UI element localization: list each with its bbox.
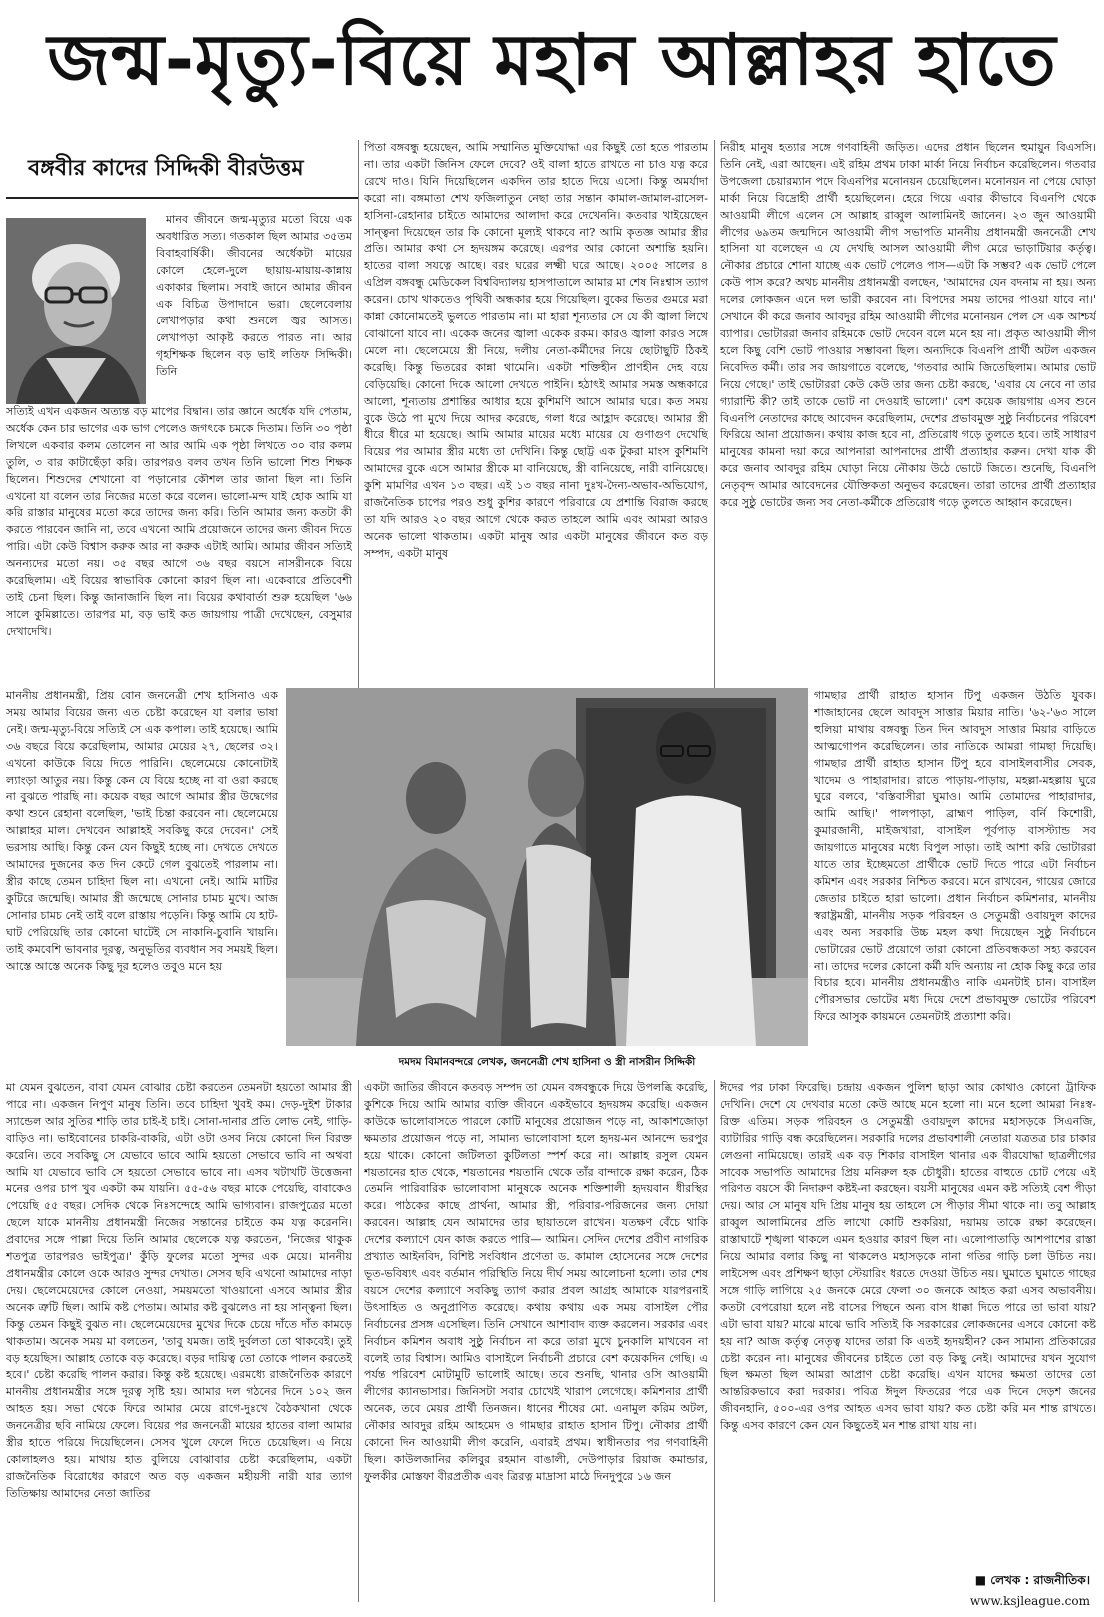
photo-caption: দমদম বিমানবন্দরে লেখক, জননেত্রী শেখ হাসিনা ও স্ত্রী নাসরীন সিদ্দিকী: [398, 1056, 696, 1068]
author-note: ■ লেখক : রাজনীতিক।: [974, 1573, 1090, 1587]
column-3-bottom-text: [720, 1080, 1096, 1568]
byline-divider: [6, 197, 358, 199]
column-1-bottom-text: [6, 1080, 352, 1602]
author-portrait: [6, 218, 146, 404]
footer-website: www.ksjleague.com: [969, 1594, 1090, 1608]
paragraph: গামছার প্রার্থী রাহাত হাসান টিপু একজন উঠতি যুবক। শাজাহানের ছেলে আবদুস সাত্তার মিয়ার নাতি। '৬২-'৬৩ সালে হুলিয়া মাথায় বঙ্গবন্ধু তিন দিন আবদুস সাত্তার মিয়ার বাড়িতে আত্মগোপন করেছিলেন। তার নাতিকে আমরা গামছা দিয়েছি। গামছার প্রার্থী রাহাত হাসান টিপু হবে বাসাইলবাসীর সেবক, খাদেম ও পাহারাদার। রাতে পাড়ায়-পাড়ায়, মহল্লা-মহল্লায় ঘুরে ঘুরে বলবে, 'বস্তিবাসীরা ঘুমাও। আমি তোমাদের পাহারাদার, আমি আছি।' পালপাড়া, ব্রাহ্মণ পাড়িল, বর্নি কিশোরী, কুমারজানী, মাইজখারা, বাসাইল পূর্বপাড় বাসস্ট্যান্ড সব জায়গাতে মানুষের মধ্যে বিপুল সাড়া। তাই আশা করি ভোটাররা যাতে তার ইচ্ছেমতো প্রার্থীকে ভোট দিতে পারে এটা নির্বাচন কমিশন এবং সরকার নিশ্চিত করবে। মনে রাখবেন, গায়ের জোরে জেতার চাইতে হারা ভালো। প্রধান নির্বাচন কমিশনার, মাননীয় স্বরাষ্ট্রমন্ত্রী, মাননীয় সড়ক পরিবহন ও সেতুমন্ত্রী ওবায়দুল কাদের এবং অন্য সরকারি উচ্চ মহল কথা দিয়েছেন সুষ্ঠু নির্বাচনে ভোটারের ভোট প্রয়োগে তারা কোনো প্রতিবন্ধকতা সহ্য করবেন না। তাদের দলের কোনো কর্মী যদি অন্যায় না হোক কিছু করে তার বিচার হবে। মাননীয় প্রধানমন্ত্রীও নাকি এমনটাই চান। বাসাইল পৌরসভার ভোটের মধ্য দিয়ে দেশে প্রভাবমুক্ত ভোটের পরিবেশ ফিরে আসুক কায়মনে তেমনটাই প্রত্যাশা করি।: [814, 689, 1096, 1024]
paragraph: নিরীহ মানুষ হত্যার সঙ্গে গণবাহিনী জড়িত। এদের প্রধান ছিলেন হুমায়ুন বিএসসি। তিনি নেই, এরা আছেন। এই রহিম প্রথম ঢাকা মার্কা নিয়ে নির্বাচন করেছিলেন। গতবার উপজেলা চেয়ারম্যান পদে বিএনপির মনোনয়ন চেয়েছিলেন। মনোনয়ন না পেয়ে ঘোড়া মার্কা নিয়ে বিদ্রোহী প্রার্থী হয়েছিলেন। হেরে গিয়ে এবার কীভাবে বিএনপি থেকে আওয়ামী লীগে এলেন সে আল্লাহ রাব্বুল আলামিনই জানেন। ২৩ জুন আওয়ামী লীগের ৬৯তম জন্মদিনে আওয়ামী লীগ সভাপতি মাননীয় প্রধানমন্ত্রী জননেত্রী শেখ হাসিনা যা বলেছেন এ যে দেখছি আসল আওয়ামী লীগ মেরে ভাড়াটিয়ার কর্তৃত্ব। নৌকার প্রচারে শোনা যাচ্ছে এক ভোট পেলেও পাস—এটা কি সম্ভব? এক ভোট পেলে কেউ পাস করে? অথচ মাননীয় প্রধানমন্ত্রী বলছেন, 'আমাদের যেন বদনাম না হয়। অন্য দলের লোকজন এনে দল ভারী করবেন না। বিপদের সময় তাদের পাওয়া যাবে না।' সেখানে কী করে জনাব আবদুর রহিম আওয়ামী লীগের মনোনয়ন পেল সে এক আশ্চর্য ব্যাপার। ভোটাররা জনাব রহিমকে ভোট দেবেন বলে মনে হয় না। প্রকৃত আওয়ামী লীগ হলে কিছু বেশি ভোট পাওয়ার সম্ভাবনা ছিল। অন্যদিকে বিএনপি প্রার্থী অটল একজন নিবেদিত কর্মী। তার সব জায়গাতে বলেছে, 'গতবার আমি জিতেছিলাম। আমার ভোট নিয়ে গেছে।' তাই ভোটাররা কেউ কেউ তার জন্য চেষ্টা করছে, 'এবার যে নেবে না তার গ্যারান্টি কী? তাই তাকে ভোট না দেওয়াই ভালো।' বেশ কয়েক জায়গায় এসব শুনে বিএনপি নেতাদের কাছে আবেদন করেছিলাম, দেশের প্রভাবমুক্ত সুষ্ঠু নির্বাচনের পরিবেশ ফিরিয়ে আনা প্রয়োজন। কথায় কাজ হবে না, প্রতিরোধ গড়ে তুলতে হবে। তাই সাধারণ মানুষের কামনা দয়া করে আপনারা আপনাদের প্রার্থী প্রত্যাহার করুন। দেখা যাক কী করে জনাব আবদুর রহিম ঘোড়া নিয়ে নৌকায় উঠে ভোটে জিতে। শুনেছি, বিএনপি নেতৃবৃন্দ আমার আবেদনের যৌক্তিকতা অনুভব করেছেন। তারা তাদের প্রার্থী প্রত্যাহার করে সুষ্ঠু ভোটের জন্য সব নেতা-কর্মীকে প্রতিরোধ গড়ে তুলতে আহ্বান করেছেন।: [720, 141, 1096, 510]
paragraph: ঈদের পর ঢাকা ফিরেছি। চন্দ্রায় একজন পুলিশ ছাড়া আর কোথাও কোনো ট্রাফিক দেখিনি। দেশে যে দেখবার মতো কেউ আছে মনে হলো না। মনে হলো আমরা নিঃস্ব-রিক্ত এতিম। সড়ক পরিবহন ও সেতুমন্ত্রী ওবায়দুল কাদের মহাসড়কে সিএনজি, ব্যাটারির গাড়ি বন্ধ করেছিলেন। সরকারি দলের প্রভাবশালী নেতারা যত্রতত্র চার চাকার লেগুনা নামিয়েছে। তারই এক বড় শিকার বাসাইল থানার এক বীরযোদ্ধা ছাত্রলীগের সাবেক সভাপতি আমাদের প্রিয় মনিরুল হক চৌধুরী। হাতের বাহুতে চোট পেয়ে এই পরিণত বয়সে কী নিদারুণ কষ্টই-না করছেন। বয়সী মানুষের এমন কষ্ট সত্যিই বেশ পীড়া দেয়। আর সে মানুষ যদি প্রিয় মানুষ হয় তাহলে সে পীড়ার সীমা থাকে না। তবু আল্লাহ রাব্বুল আলামিনের প্রতি লাখো কোটি শুকরিয়া, দয়াময় তাকে রক্ষা করেছেন। রাস্তাঘাটে শৃঙ্খলা থাকলে এমন হওয়ার কারণ ছিল না। এলোপাতাড়ি আশপাশের রাস্তা নিয়ে আমার বলার কিছু না থাকলেও মহাসড়কে নানা গতির গাড়ি চলা উচিত নয়। লাইসেন্স এবং প্রশিক্ষণ ছাড়া স্টেয়ারিং ধরতে দেওয়া উচিত নয়। ঘুমাতে ঘুমাতে গাছের সঙ্গে গাড়ি লাগিয়ে ২৫ জনকে মেরে ফেলা ৩০ জনকে আহত করা এসব অভাবনীয়। কতটা বেপরোয়া হলে নষ্ট বাসের পিছনে অন্য বাস ধাক্কা দিতে পারে তা ভাবা যায়? এটা ভাবা যায়? মাঝে মাঝে ভাবি সত্যিই কি সরকারের লোকজনের এসবে কোনো কষ্ট হয় না? আজ কর্তৃত্ব নেতৃত্ব যাদের তারা কি এতই হৃদয়হীন? কেন সামান্য প্রতিকারের চেষ্টা করেন না। মানুষের জীবনের চাইতে তো বড় কিছু নেই। আমাদের যখন সুযোগ ছিল ক্ষমতা ছিল আমরা আপ্রাণ চেষ্টা করেছি। এখন যাদের ক্ষমতা তাদের তো আন্তরিকভাবে করা দরকার। পবিত্র ঈদুল ফিতরের পরে এক দিনে দেড়শ জনের জীবনহানি, ৫০০-এর ওপর আহত এসব ভাবা যায়? কত চেষ্টা করি মন শান্ত রাখতে। কিন্তু এসব কারণে কেন যেন কিছুতেই মন শান্ত রাখা যায় না।: [720, 1081, 1096, 1433]
paragraph: একটা জাতির জীবনে কতবড় সম্পদ তা যেমন বঙ্গবন্ধুকে দিয়ে উপলব্ধি করেছি, কুশিকে দিয়ে আমি আমার ব্যক্তি জীবনে একইভাবে হৃদয়ঙ্গম করেছি। একজন কাউকে ভালোবাসতে পারলে কোটি মানুষের প্রয়োজন পড়ে না, আকাশজোড়া ক্ষমতার প্রয়োজন পড়ে না, সামান্য ভালোবাসা হলে হৃদয়-মন আনন্দে ভরপুর হয়ে থাকে। কোনো জটিলতা কুটিলতা স্পর্শ করে না। আল্লাহ রসুল যেমন শয়তানের হাত থেকে, শয়তানের শয়তানি থেকে তাঁর বান্দাকে রক্ষা করেন, ঠিক তেমনি পারিবারিক ভালোবাসা মানুষকে অনেক শক্তিশালী হৃদয়বান ধীরস্থির করে। পাঠকের কাছে প্রার্থনা, আমার স্ত্রী, পরিবার-পরিজনের জন্য দোয়া করবেন। আল্লাহ যেন আমাদের তার ছায়াতলে রাখেন। যতক্ষণ বেঁচে থাকি দেশের কল্যাণে যেন কাজ করতে পারি— আমিন। সেদিন দেশের প্রবীণ নাগরিক প্রখ্যাত আইনবিদ, বিশিষ্ট সংবিধান প্রণেতা ড. কামাল হোসেনের সঙ্গে দেশের ভূত-ভবিষ্যৎ এবং বর্তমান পরিস্থিতি নিয়ে দীর্ঘ সময় আলোচনা হলো। তার শেষ বয়সে দেশের কল্যাণে সবকিছু ত্যাগ করার প্রবল আগ্রহ আমাকে যারপরনাই উৎসাহিত ও অনুপ্রাণিত করেছে। কথায় কথায় এক সময় বাসাইল পৌর নির্বাচনের প্রসঙ্গ এসেছিল। তিনি সেখানে আশাবাদ ব্যক্ত করলেন। সরকার এবং নির্বাচন কমিশন অবাধ সুষ্ঠু নির্বাচন না করে তারা মুখে চুনকালি মাখবেন না বলেই তার বিশ্বাস। আমিও বাসাইলে নির্বাচনী প্রচারে বেশ কয়েকদিন গেছি। এ পর্যন্ত পরিবেশ মোটামুটি ভালোই আছে। তবে শুনছি, থানার ওসি আওয়ামী লীগের ক্যানভাসার। জিনিসটা সবার চোখেই খারাপ লেগেছে। কমিশনার প্রার্থী অনেক, তবে মেয়র প্রার্থী তিনজন। ধানের শীষের মো. এনামুল করিম অটল, নৌকার আবদুর রহিম আহমেদ ও গামছার রাহাত হাসান টিপু। নৌকার প্রার্থী কোনো দিন আওয়ামী লীগ করেনি, এবারই প্রথম। স্বাধীনতার পর গণবাহিনী ছিল। কাউলজানির কলিবুর রহমান বাঙালী, দেউপাড়ার রিয়াজ কমান্ডার, ফুলকীর মোস্তফা বীরপ্রতীক এবং ত্রিরত্ন মাদ্রাসা মাঠে দিনদুপুরে ১৬ জন: [364, 1081, 708, 1483]
column-1-narrow-text: [6, 688, 278, 1058]
column-1-top-text: [156, 212, 352, 402]
paragraph: মাননীয় প্রধানমন্ত্রী, প্রিয় বোন জননেত্রী শেখ হাসিনাও এক সময় আমার বিয়ের জন্য এত চেষ্টা করেছেন যা বলার ভাষা নেই। জন্ম-মৃত্যু-বিয়ে সত্যিই সে এক কপাল। তাই হয়েছে। আমি ৩৬ বছরে বিয়ে করেছিলাম, আমার মেয়ের ২৭, ছেলের ৩২। এখনো কাউকে বিয়ে দিতে পারিনি। ছেলেমেয়ে কোনোটাই ল্যাংড়া আতুর নয়। কিন্তু কেন যে বিয়ে হচ্ছে না বা ওরা করছে না বুঝতে পারছি না। কয়েক বছর আগে আমার স্ত্রীর উদ্বেগের কথা শুনে রেহানা বলেছিল, 'ভাই চিন্তা করবেন না। ছেলেমেয়ে আল্লাহর মাল। দেখবেন আল্লাহই সবকিছু করে দেবেন।' সেই ভরসায় আছি। কিন্তু কেন যেন কিছুই হচ্ছে না। দেখতে দেখতে আমাদের দুজনের কত দিন কেটে গেল বুঝতেই পারলাম না। স্ত্রীর কাছে তেমন চাহিদা ছিল না। এখনো নেই। আমি মাটির কুটিরে জন্মেছি। আমার স্ত্রী জন্মেছে সোনার চামচ মুখে। আজ সোনার চামচ নেই তাই বলে রাস্তায় পড়েনি। কিন্তু আমি যে হাট-ঘাট পেরিয়েছি তার কোনো ঘাটেই সে নাকানি-চুবানি খায়নি। তাই কমবেশি ভাবনার দূরত্ব, অনুভূতির ব্যবধান সব সময়ই ছিল। আস্তে আস্তে অনেক কিছু দূর হলেও তবুও মনে হয়: [6, 689, 278, 973]
headline: জন্ম-মৃত্যু-বিয়ে মহান আল্লাহর হাতে: [47, 19, 1057, 101]
paragraph: মা যেমন বুঝতেন, বাবা যেমন বোঝার চেষ্টা করতেন তেমনটা হয়তো আমার স্ত্রী পারে না। একজন নিপুণ মানুষ তিনি। তবে চাহিদা খুবই কম। দেড়-দুইশ টাকার স্যান্ডেল আর সুতির শাড়ি তার চাই-ই চাই। সোনা-দানার প্রতি লোভ নেই, গাড়ি-বাড়িও না। ভাইবোনের চাকরি-বাকরি, এটা ওটা ওসব নিয়ে কোনো দিন বিরক্ত করেনি। তবে সবকিছু সে যেভাবে ভাবে আমি হয়তো সেভাবে ভাবি না অথবা আমি যা যেভাবে ভাবি সে হয়তো সেভাবে ভাবে না। এসব খটাখটি উত্তেজনা মনের ওপর চাপ খুব একটা কম যায়নি। ৫৫-৫৬ বছর মাকে পেয়েছি, বাবাকেও পেয়েছি ৫৫ বছর। সেদিক থেকে নিঃসন্দেহে আমি ভাগ্যবান। রাজপুত্রের মতো ছেলে যাকে মাননীয় প্রধানমন্ত্রী নিজের সন্তানের চাইতে কম যত্ন করেননি। প্রবাদের সঙ্গে পাল্লা দিয়ে তিনি আমার ছেলেকে যত্ন করতেন, 'নিজের থাকুক শতপুত্র তারপরও ভাইপুত্র।' কুঁড়ি ফুলের মতো সুন্দর এক মেয়ে। মাননীয় প্রধানমন্ত্রীর কোলে ওকে আরও সুন্দর দেখাত। সেসব ছবি এখনো আমাদের নাড়া দেয়। ছেলেমেয়েদের কোলে নেওয়া, সময়মতো খাওয়ানো এসবে আমার স্ত্রীর অনেক ত্রুটি ছিল। আমি কষ্ট পেতাম। আমার কষ্ট বুঝলেও না হয় সান্ত্বনা ছিল। কিন্তু তেমন কিছুই বুঝত না। ছেলেমেয়েদের মুখের দিকে চেয়ে দাঁতে দাঁত কামড়ে থাকতাম। অনেক সময় মা বলতেন, 'তাবু যমজ। তাই দুর্বলতা তো থাকবেই। তুই বড় হয়েছিস। আল্লাহ তোকে বড় করেছে। বড়র দায়িত্ব তো তোকে পালন করতেই হবে।' চেষ্টা করেছি পালন করার। কিন্তু কষ্ট হয়েছে। এরমধ্যে রাজনৈতিক কারণে মাননীয় প্রধানমন্ত্রীর সঙ্গে দূরত্ব সৃষ্টি হয়। আমার দল গঠনের দিনে ১০২ জন আহত হয়। সভা থেকে ফিরে আমার মেয়ে রাগে-দুঃখে বৈঠকখানা থেকে জননেত্রীর ছবি নামিয়ে ফেলে। বিয়ের পর জননেত্রী মায়ের হাতের বালা আমার স্ত্রীর হাতে পরিয়ে দিয়েছিলেন। সেসব খুলে ফেলে দিতে চেয়েছিল। এ নিয়ে কোলাহলও হয়। মাথায় হাত বুলিয়ে বোঝাবার চেষ্টা করেছিলাম, একটা রাজনৈতিক বিরোধের কারণে অত বড় একজন মহীয়সী নারী যার ত্যাগ তিতিক্ষায় আমাদের নেতা জাতির: [6, 1081, 352, 1500]
column-1-main-text: [6, 404, 352, 686]
column-3-mid-text: [814, 688, 1096, 1078]
paragraph: পিতা বঙ্গবন্ধু হয়েছেন, আমি সম্মানিত মুক্তিযোদ্ধা এর কিছুই তো হতে পারতাম না। তার একটা জিনিস ফেলে দেবে? ওই বালা হাতে রাখতে না চাও যত্ন করে রেখে দাও। যিনি দিয়েছিলেন একদিন তার হাতে দিয়ে এসো। কিন্তু অমর্যাদা করো না। বঙ্গমাতা শেখ ফজিলাতুন নেছা তার সন্তান কামাল-জামাল-রাসেল-হাসিনা-রেহানার চাইতে আমাদের আলাদা করে দেখেননি। কতবার খাইয়েছেন সান্ত্বনা দিয়েছেন তার কি কোনো মূল্যই থাকবে না? আমি কৃতজ্ঞ আমার স্ত্রীর প্রতি। আমার কথা সে হৃদয়ঙ্গম করেছে। এরপর আর কোনো অশান্তি হয়নি। হাতের বালা সযত্নে আছে। বরং ঘরের লক্ষ্মী ঘরে আছে। ২০০৫ সালের ৪ এপ্রিল বঙ্গবন্ধু মেডিকেল বিশ্ববিদ্যালয় হাসপাতালে আমার মা শেষ নিঃশ্বাস ত্যাগ করেন। চোখ থাকতেও পৃথিবী অন্ধকার হয়ে গিয়েছিল। বুকের ভিতর গুমরে মরা কান্না কোনোমতেই ভুলতে পারতাম না। মা হারা শূন্যতার সে যে কী জ্বালা লিখে বোঝানো যাবে না। একেক জনের জ্বালা একেক রকম। কারও জ্বালা কারও সঙ্গে মেলে না। ছেলেমেয়ে স্ত্রী নিয়ে, দলীয় নেতা-কর্মীদের নিয়ে ছোটাছুটি ঠিকই করেছি। কিন্তু ভিতরের কান্না থামেনি। একটা শক্তিহীন প্রাণহীন দেহ বয়ে বেড়িয়েছি। কোনো দিকে আলো দেখতে পাইনি। হঠাৎই আমার সমস্ত অন্ধকারে আলো, শূন্যতায় প্রশান্তির আধার হয়ে কুশিমণি আসে আমার ঘরে। কত সময় বুকে উঠে পা মুখে দিয়ে আদর করেছে, গলা ধরে আহ্লাদ করেছে। আমার স্ত্রী ধীরে ধীরে মা হয়েছে। আমি আমার মায়ের মধ্যে মায়ের যে গুণাগুণ দেখেছি বিয়ের পর আমার স্ত্রীর মধ্যে তা দেখিনি। কিন্তু ছোট্ট এক টুকরা মাংস কুশিমণি আমাদের বুকে এসে আমার স্ত্রীকে মা বানিয়েছে, স্ত্রী বানিয়েছে, নারী বানিয়েছে। কুশি মামণির এখন ১৩ বছর। এই ১৩ বছর নানা দুঃখ-দৈন্য-অভাব-অভিযোগ, রাজনৈতিক চাপের পরও শুধু কুশির কারণে পরিবারে যে প্রশান্তি বিরাজ করছে তা যদি আরও ২০ বছর আগে থেকে করত তাহলে আমি এবং আমরা আরও অনেক ভালো থাকতাম। একটা মানুষ আর একটা মানুষের জীবনে কত বড় সম্পদ, একটা মানুষ: [364, 141, 708, 560]
column-divider-2-lower: [714, 1080, 715, 1602]
byline: বঙ্গবীর কাদের সিদ্দিকী বীরউত্তম: [28, 155, 304, 181]
column-divider-1: [358, 140, 359, 688]
paragraph: মানব জীবনে জন্ম-মৃত্যুর মতো বিয়ে এক অবধারিত সত্য। গতকাল ছিল আমার ৩৫তম বিবাহবার্ষিকী। জীবনের অর্ধেকটা মায়ের কোলে হেলে-দুলে ছায়ায়-মায়ায়-কান্নায় একাকার ছিলাম। সবাই জানে আমার জীবন এক বিচিত্র উপাদানে ভরা। ছেলেবেলায় লেখাপড়ার কথা শুনলে জ্বর আসত। লেখাপড়া আকৃষ্ট করতে পারত না। আর গৃহশিক্ষক ছিলেন বড় ভাই লতিফ সিদ্দিকী। তিনি: [156, 213, 352, 379]
column-divider-1-lower: [358, 1080, 359, 1602]
column-3-top-text: [720, 140, 1096, 688]
event-photo: [286, 688, 808, 1046]
column-divider-2: [714, 140, 715, 688]
paragraph: সত্যিই এখন একজন অত্যন্ত বড় মাপের বিদ্বান। তার জ্ঞানে অর্ধেক যদি পেতাম, অর্ধেক কেন চার ভাগের এক ভাগ পেলেও জগৎকে চমকে দিতাম। তিনি ৩০ পৃষ্ঠা লিখলে একবার কলম তোলেন না আর আমি এক পৃষ্ঠা লিখতে ৩০ বার কলম তুলি, ৩ বার কাটাছেঁড়া করি। তারপরও বলব তখন তিনি ভালো শিশু শিক্ষক ছিলেন। শিশুদের শেখানো বা পড়ানোর কৌশল তার জানা ছিল না। তিনি এখনো যা বলেন তার নিজের মতো করে বলেন। ভালো-মন্দ যাই হোক আমি যা করি রাস্তার মানুষের মতো করে তাদের জন্য করি। তিনি আমার জন্য কতটা কী করতে পারবেন জানি না, তবে এখনো আমি প্রয়োজনে তাদের জন্য জীবন দিতে পারি। এটা কেউ বিশ্বাস করুক আর না করুক এটাই আমি। আমার জীবন সত্যিই অনন্যদের মতো নয়। ৩৫ বছর আগে ৩৬ বছর বয়সে নাসরীনকে বিয়ে করেছিলাম। এই বিয়ের স্বাভাবিক কোনো কারণ ছিল না। একেবারে প্রতিবেশী তাই চেনা ছিল। কিন্তু জানাজানি ছিল না। বিয়ের কথাবার্তা শুরু হয়েছিল '৬৬ সালে কুমিল্লাতে। তারপর মা, বড় ভাই কত জায়গায় পাত্রী দেখেছেন, বেসুমার দেখাদেখি।: [6, 405, 352, 638]
column-2-top-text: [364, 140, 708, 686]
column-2-bottom-text: [364, 1080, 708, 1602]
